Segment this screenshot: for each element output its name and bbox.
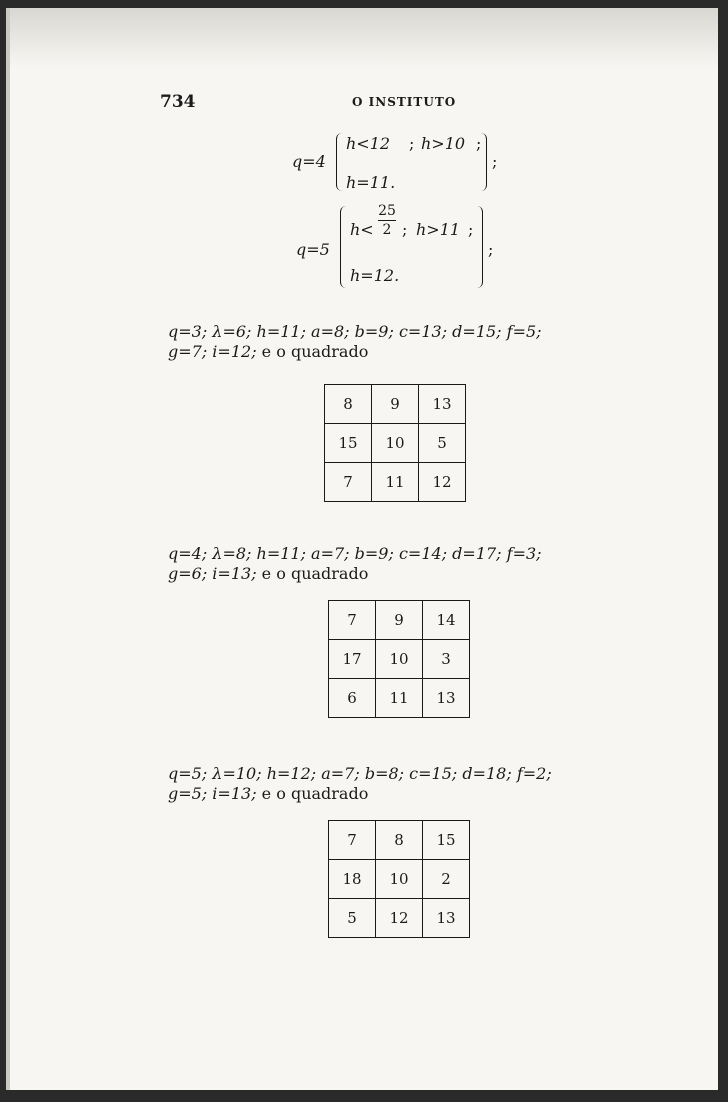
right-brace: [474, 206, 483, 288]
table-cell: 9: [372, 385, 419, 424]
fraction: [378, 203, 396, 238]
table-row: [329, 640, 470, 679]
table-cell: 7: [329, 601, 376, 640]
caption: e o quadrado: [261, 564, 369, 583]
table-row: [329, 601, 470, 640]
table-cell: 3: [423, 640, 470, 679]
table-row: [325, 385, 466, 424]
fraction-denominator: 2: [382, 222, 392, 238]
system-label: q=4: [292, 152, 326, 171]
parameter-line: q=4; λ=8; h=11; a=7; b=9; c=14; d=17; f=3;: [168, 544, 542, 563]
table-cell: 17: [329, 640, 376, 679]
table-cell: 15: [423, 821, 470, 860]
table-cell: 12: [419, 463, 466, 502]
parameter-line: [168, 784, 368, 803]
table-row: [325, 424, 466, 463]
left-brace: [340, 206, 349, 288]
table-cell: 7: [329, 821, 376, 860]
parameter-values: g=5; i=13;: [168, 784, 257, 803]
table-cell: 15: [325, 424, 372, 463]
parameter-values: g=7; i=12;: [168, 342, 257, 361]
condition-line-1a: h<12: [346, 134, 391, 153]
caption: e o quadrado: [261, 784, 369, 803]
table-cell: 14: [423, 601, 470, 640]
condition-line-1b: h>11: [416, 220, 461, 239]
table-cell: 8: [325, 385, 372, 424]
table-cell: 18: [329, 860, 376, 899]
table-row: [325, 463, 466, 502]
fraction-numerator: 25: [378, 203, 396, 219]
parameter-line: q=5; λ=10; h=12; a=7; b=8; c=15; d=18; f=2;: [168, 764, 552, 783]
table-cell: 10: [376, 860, 423, 899]
parameter-line: [168, 564, 368, 583]
separator: ;: [488, 240, 494, 259]
table-cell: 6: [329, 679, 376, 718]
parameter-values: g=6; i=13;: [168, 564, 257, 583]
table-cell: 5: [419, 424, 466, 463]
table-cell: 11: [372, 463, 419, 502]
parameter-line: [168, 342, 368, 361]
page-number: 734: [160, 92, 196, 112]
condition-line-2: h=11.: [346, 173, 396, 192]
magic-square: [324, 384, 466, 502]
caption: e o quadrado: [261, 342, 369, 361]
table-row: [329, 679, 470, 718]
system-label: q=5: [296, 240, 330, 259]
table-row: [329, 899, 470, 938]
condition-line-2: h=12.: [350, 266, 400, 285]
table-cell: 2: [423, 860, 470, 899]
system-q5: [6, 8, 718, 308]
table-cell: 10: [372, 424, 419, 463]
separator: ;: [492, 152, 498, 171]
book-page: [6, 8, 718, 1090]
magic-square: [328, 820, 470, 938]
magic-square: [328, 600, 470, 718]
fraction-bar: [378, 220, 396, 221]
table-row: [329, 821, 470, 860]
parameter-line: q=3; λ=6; h=11; a=8; b=9; c=13; d=15; f=5;: [168, 322, 542, 341]
separator: ;: [402, 220, 408, 239]
table-cell: 10: [376, 640, 423, 679]
table-cell: 8: [376, 821, 423, 860]
separator: ;: [468, 220, 474, 239]
table-cell: 11: [376, 679, 423, 718]
table-cell: 5: [329, 899, 376, 938]
condition-line-1a: h<: [350, 220, 374, 239]
table-cell: 13: [419, 385, 466, 424]
table-cell: 13: [423, 679, 470, 718]
running-head: O INSTITUTO: [352, 95, 457, 109]
separator: ;: [476, 134, 482, 153]
condition-line-1b: h>10: [421, 134, 466, 153]
table-cell: 9: [376, 601, 423, 640]
table-row: [329, 860, 470, 899]
separator: ;: [409, 134, 415, 153]
table-cell: 12: [376, 899, 423, 938]
table-cell: 7: [325, 463, 372, 502]
table-cell: 13: [423, 899, 470, 938]
